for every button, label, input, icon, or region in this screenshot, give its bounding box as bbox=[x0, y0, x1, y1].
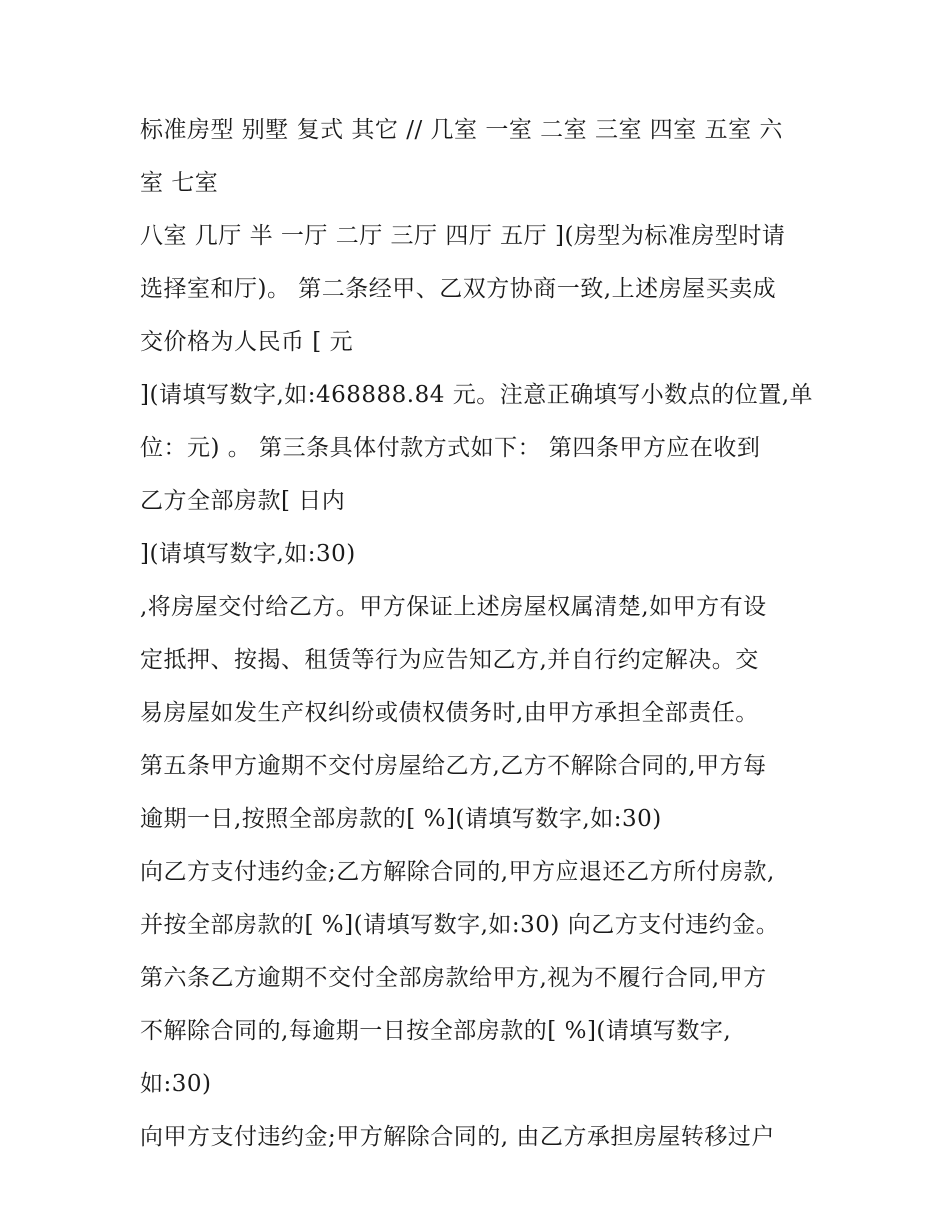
text-line: 乙方全部房款[ 日内 bbox=[140, 488, 346, 514]
document-body bbox=[140, 108, 830, 1168]
text-line: ](请填写数字,如:468888.84 元。注意正确填写小数点的位置,单 bbox=[140, 382, 814, 408]
text-line: 选择室和厅)。 第二条经甲、乙双方协商一致,上述房屋买卖成 bbox=[140, 276, 777, 302]
text-line: 定抵押、按揭、租赁等行为应告知乙方,并自行约定解决。交 bbox=[140, 647, 759, 673]
text-line: ,将房屋交付给乙方。甲方保证上述房屋权属清楚,如甲方有设 bbox=[140, 594, 767, 620]
text-line: 如:30) bbox=[140, 1071, 212, 1097]
text-line: 易房屋如发生产权纠纷或债权债务时,由甲方承担全部责任。 bbox=[140, 700, 759, 726]
text-line: 第六条乙方逾期不交付全部房款给甲方,视为不履行合同,甲方 bbox=[140, 965, 767, 991]
text-line: 位：元) 。 第三条具体付款方式如下： 第四条甲方应在收到 bbox=[140, 435, 761, 461]
text-line: ](请填写数字,如:30) bbox=[140, 541, 356, 567]
text-line: 并按全部房款的[ %](请填写数字,如:30) 向乙方支付违约金。 bbox=[140, 912, 780, 938]
text-line: 八室 几厅 半 一厅 二厅 三厅 四厅 五厅 ](房型为标准房型时请 bbox=[140, 223, 786, 249]
text-line: 室 七室 bbox=[140, 170, 219, 196]
text-line: 第五条甲方逾期不交付房屋给乙方,乙方不解除合同的,甲方每 bbox=[140, 753, 767, 779]
text-line: 逾期一日,按照全部房款的[ %](请填写数字,如:30) bbox=[140, 806, 662, 832]
text-line: 向乙方支付违约金;乙方解除合同的,甲方应退还乙方所付房款, bbox=[140, 859, 775, 885]
text-line: 交价格为人民币 [ 元 bbox=[140, 329, 354, 355]
text-line: 向甲方支付违约金;甲方解除合同的, 由乙方承担房屋转移过户 bbox=[140, 1124, 775, 1150]
text-line: 标准房型 别墅 复式 其它 // 几室 一室 二室 三室 四室 五室 六 bbox=[140, 117, 783, 143]
text-line: 不解除合同的,每逾期一日按全部房款的[ %](请填写数字, bbox=[140, 1018, 732, 1044]
